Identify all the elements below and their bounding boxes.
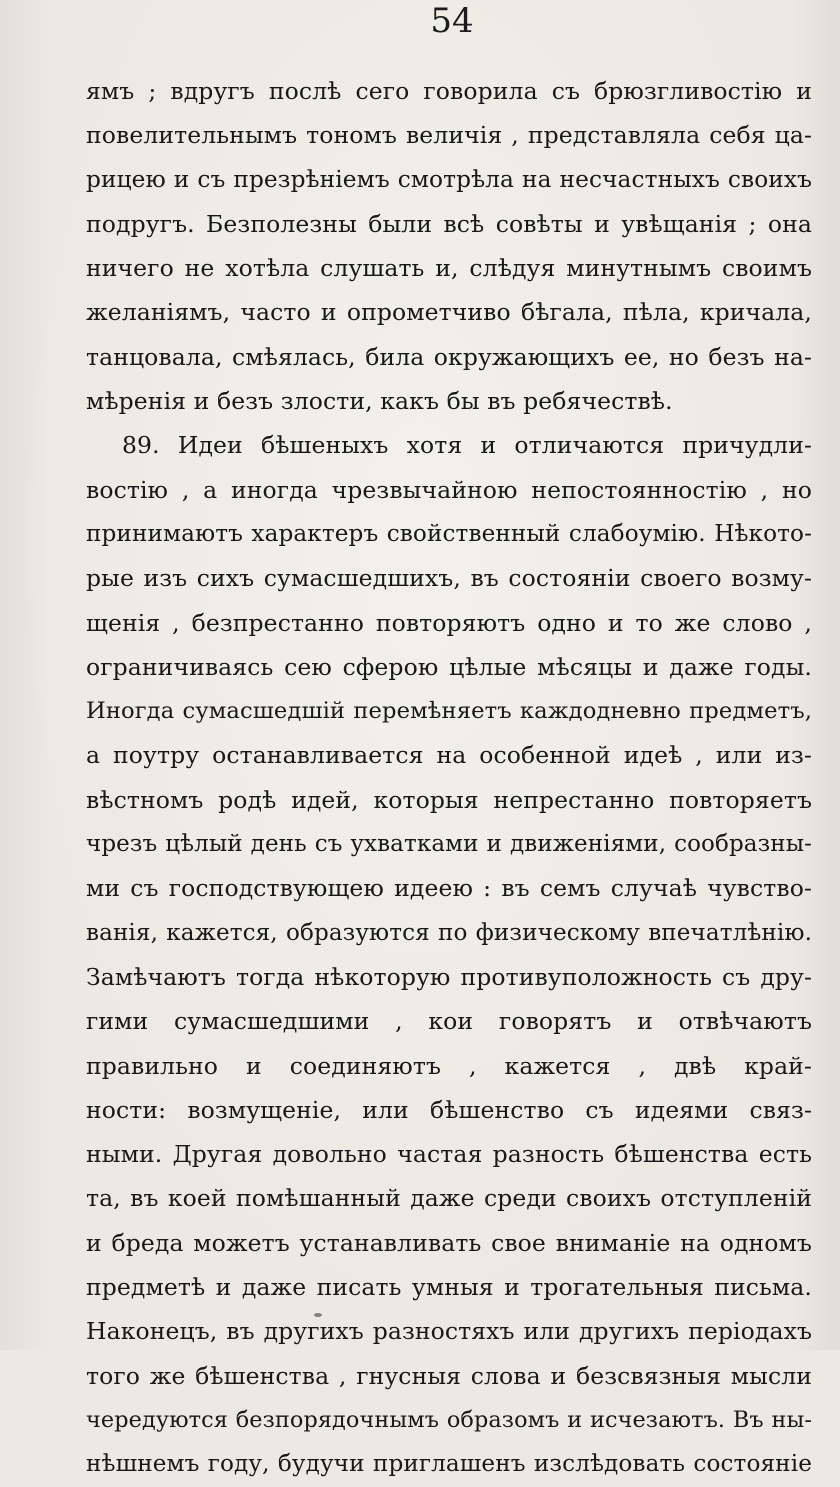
text-line: мѣренія и безъ злости, какъ бы въ ребячествѣ. [86,387,673,416]
ink-smudge [314,1313,322,1317]
text-line: подругъ. Безполезны были всѣ совѣты и увѣщанія ; она [86,209,812,238]
text-line: принимаютъ характеръ свойственный слабоумію. Нѣкото- [86,520,812,547]
text-line: ми съ господствующею идеею : въ семъ случаѣ чувство- [86,874,812,903]
page-number: 54 [430,1,474,41]
text-line: чрезъ цѣлый день съ ухватками и движеніями, сообразны- [86,831,812,858]
text-line: ничего не хотѣла слушать и, слѣдуя минутнымъ своимъ [86,254,812,283]
text-line: рые изъ сихъ сумасшедшихъ, въ состояніи своего возму- [86,564,812,593]
body-text [86,69,812,1487]
paragraph-start-line: 89. Идеи бѣшеныхъ хотя и отличаются причудли- [122,431,812,460]
text-line: предметѣ и даже писать умныя и трогательныя письма. [86,1273,812,1302]
text-line: ямъ ; вдругъ послѣ сего говорила съ брюзгливостію и [86,77,812,105]
text-line: чередуются безпорядочнымъ образомъ и исчезаютъ. Въ ны- [86,1406,812,1433]
text-line: того же бѣшенства , гнусныя слова и безсвязныя мысли [86,1361,812,1390]
text-line: повелительнымъ тономъ величія , представляла себя ца- [86,121,812,150]
text-line: Иногда сумасшедшій перемѣняетъ каждодневно предметъ, [86,698,812,725]
text-line: щенія , безпрестанно повторяютъ одно и то же слово , [86,608,812,637]
text-line: ограничиваясь сею сферою цѣлые мѣсяцы и даже годы. [86,652,812,681]
text-line: Замѣчаютъ тогда нѣкоторую противуположность съ дру- [86,962,812,991]
text-line: и бреда можетъ устанавливать свое вниманіе на одномъ [86,1228,812,1257]
text-line: а поутру останавливается на особенной идеѣ , или из- [86,741,812,770]
text-line: та, въ коей помѣшанный даже среди своихъ отступленій [86,1184,812,1213]
text-line: ными. Другая довольно частая разность бѣшенства есть [86,1140,812,1169]
text-line: нѣшнемъ году, будучи приглашенъ изслѣдовать состояніе [86,1451,812,1478]
text-line: желаніямъ, часто и опрометчиво бѣгала, пѣла, кричала, [86,298,812,327]
text-line: танцовала, смѣялась, била окружающихъ ее, но безъ на- [86,342,812,371]
text-line: ванія, кажется, образуются по физическому впечатлѣнію. [86,919,812,946]
text-line: вѣстномъ родѣ идей, которыя непрестанно повторяетъ [86,785,812,814]
text-line: востію , а иногда чрезвычайною непостоянностію , но [86,475,812,504]
text-line: правильно и соединяютъ , кажется , двѣ край- [86,1051,812,1080]
text-line: ности: возмущеніе, или бѣшенство съ идеями связ- [86,1095,812,1124]
text-line: гими сумасшедшими , кои говорятъ и отвѣчаютъ [86,1007,812,1036]
text-line: Наконецъ, въ другихъ разностяхъ или другихъ періодахъ [86,1317,812,1346]
text-line: рицею и съ презрѣніемъ смотрѣла на несчастныхъ своихъ [86,165,812,193]
